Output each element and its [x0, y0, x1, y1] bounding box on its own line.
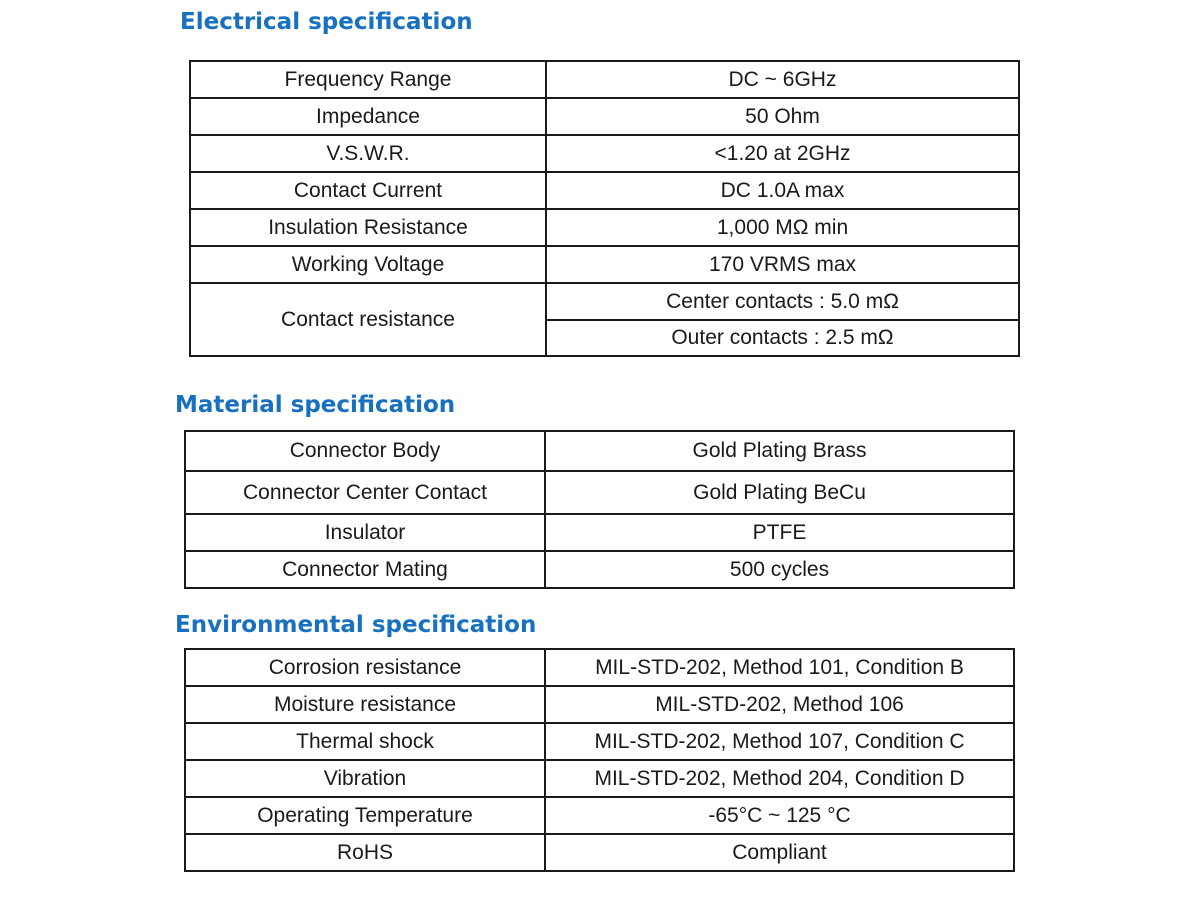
- table-row: [190, 61, 1019, 98]
- value-cell: 1,000 MΩ min: [546, 209, 1019, 246]
- param-cell: Insulation Resistance: [190, 209, 546, 246]
- param-cell: Insulator: [185, 514, 545, 551]
- value-cell: -65°C ~ 125 °C: [545, 797, 1014, 834]
- table-row: [185, 471, 1014, 514]
- table-row: [185, 431, 1014, 471]
- param-cell: Connector Center Contact: [185, 471, 545, 514]
- value-cell: Outer contacts : 2.5 mΩ: [546, 320, 1019, 356]
- value-cell: 170 VRMS max: [546, 246, 1019, 283]
- environmental-spec-table: [184, 648, 1015, 872]
- param-cell: Impedance: [190, 98, 546, 135]
- value-cell: Center contacts : 5.0 mΩ: [546, 283, 1019, 320]
- param-cell: Working Voltage: [190, 246, 546, 283]
- table-row: [185, 797, 1014, 834]
- param-cell: Moisture resistance: [185, 686, 545, 723]
- table-row: [185, 649, 1014, 686]
- value-cell: MIL-STD-202, Method 101, Condition B: [545, 649, 1014, 686]
- table-row: [190, 172, 1019, 209]
- param-cell: Connector Body: [185, 431, 545, 471]
- param-cell: Contact resistance: [190, 283, 546, 356]
- value-cell: DC ~ 6GHz: [546, 61, 1019, 98]
- value-cell: MIL-STD-202, Method 204, Condition D: [545, 760, 1014, 797]
- value-cell: 50 Ohm: [546, 98, 1019, 135]
- param-cell: RoHS: [185, 834, 545, 871]
- table-row: [190, 98, 1019, 135]
- table-row: [190, 135, 1019, 172]
- table-row: [190, 246, 1019, 283]
- param-cell: Frequency Range: [190, 61, 546, 98]
- table-row: [185, 686, 1014, 723]
- material-section-title: Material specification: [175, 392, 456, 418]
- param-cell: Connector Mating: [185, 551, 545, 588]
- param-cell: Contact Current: [190, 172, 546, 209]
- table-row: [190, 209, 1019, 246]
- table-row: [190, 283, 1019, 320]
- param-cell: Vibration: [185, 760, 545, 797]
- table-row: [185, 723, 1014, 760]
- table-row: [185, 514, 1014, 551]
- value-cell: MIL-STD-202, Method 107, Condition C: [545, 723, 1014, 760]
- table-row: [185, 760, 1014, 797]
- value-cell: Gold Plating Brass: [545, 431, 1014, 471]
- value-cell: <1.20 at 2GHz: [546, 135, 1019, 172]
- electrical-section-title: Electrical specification: [180, 9, 473, 35]
- table-row: [185, 834, 1014, 871]
- environmental-section-title: Environmental specification: [175, 612, 537, 638]
- param-cell: Operating Temperature: [185, 797, 545, 834]
- value-cell: MIL-STD-202, Method 106: [545, 686, 1014, 723]
- value-cell: Gold Plating BeCu: [545, 471, 1014, 514]
- param-cell: V.S.W.R.: [190, 135, 546, 172]
- material-spec-table: [184, 430, 1015, 589]
- param-cell: Corrosion resistance: [185, 649, 545, 686]
- value-cell: 500 cycles: [545, 551, 1014, 588]
- value-cell: Compliant: [545, 834, 1014, 871]
- value-cell: DC 1.0A max: [546, 172, 1019, 209]
- table-row: [185, 551, 1014, 588]
- value-cell: PTFE: [545, 514, 1014, 551]
- electrical-spec-table: [189, 60, 1020, 357]
- param-cell: Thermal shock: [185, 723, 545, 760]
